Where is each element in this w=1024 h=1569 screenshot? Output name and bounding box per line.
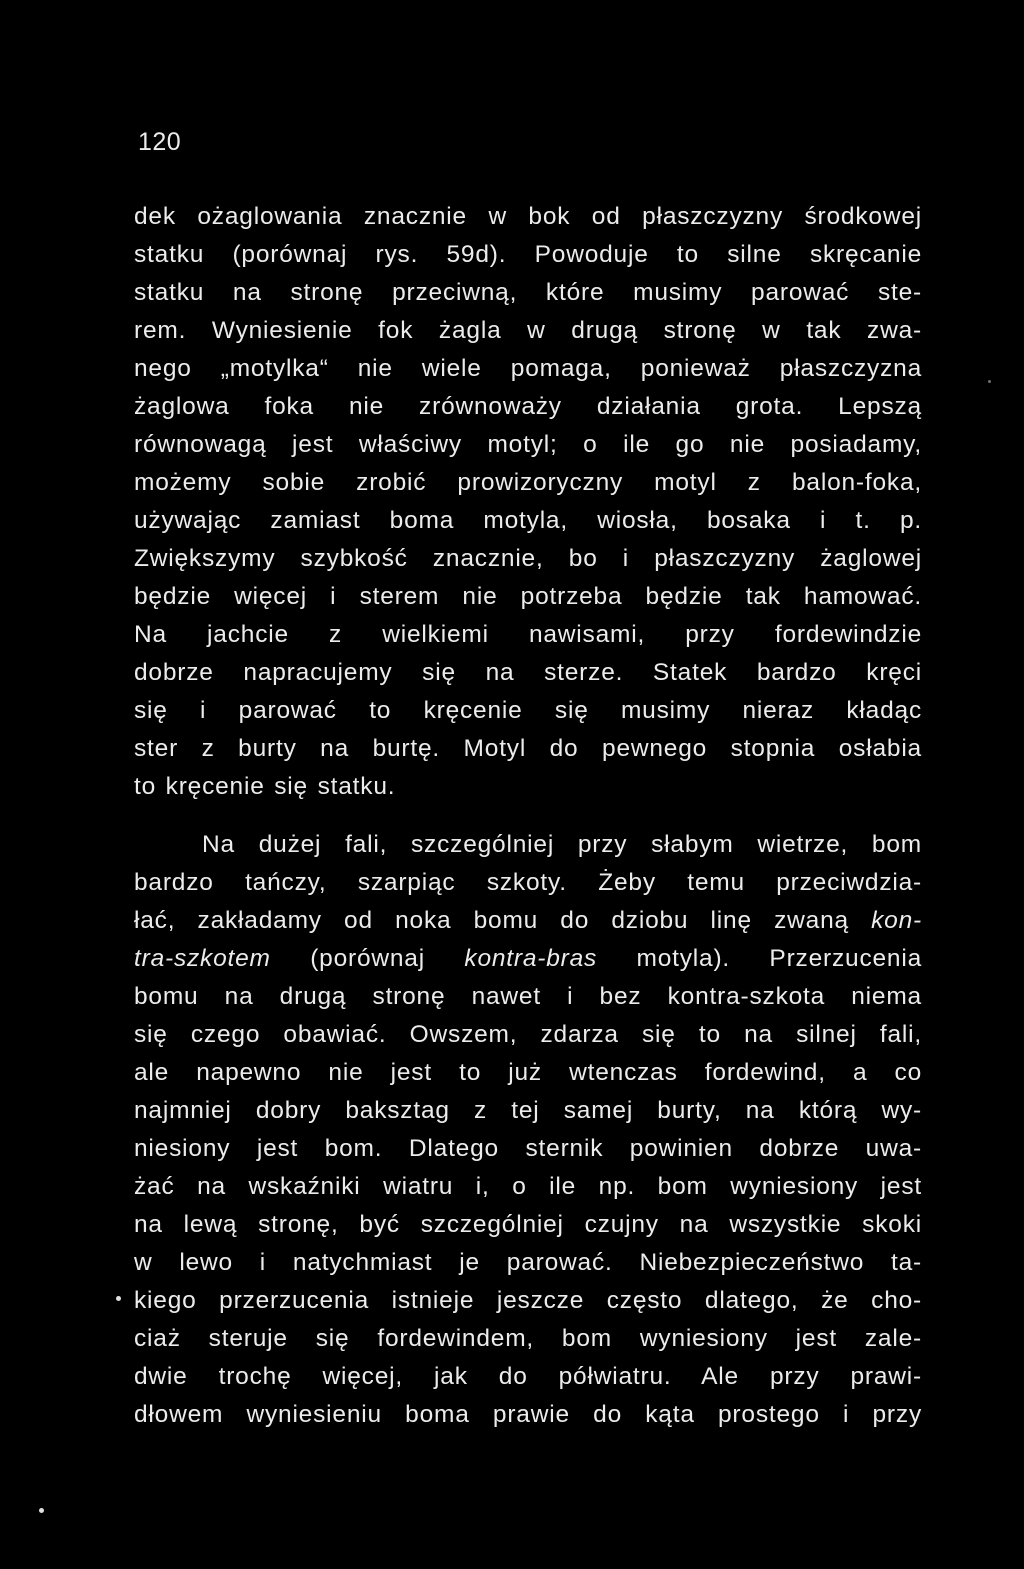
text-line: Na jachcie z wielkiemi nawisami, przy fordewindzie xyxy=(134,621,922,648)
text-line: statku (porównaj rys. 59d). Powoduje to silne skręcanie xyxy=(134,241,922,268)
text-line: możemy sobie zrobić prowizoryczny motyl z balon-foka, xyxy=(134,469,922,496)
italic-term: kontra-bras xyxy=(464,945,598,972)
italic-term: tra-szkotem xyxy=(134,945,271,972)
text-segment: łać, zakładamy od noka bomu do dziobu linę zwaną xyxy=(134,907,849,934)
text-line: używając zamiast boma motyla, wiosła, bosaka i t. p. xyxy=(134,507,922,534)
text-line: to kręcenie się statku. xyxy=(134,773,396,800)
text-line: ciaż steruje się fordewindem, bom wyniesiony jest zale- xyxy=(134,1325,922,1352)
text-line: nego „motylka“ nie wiele pomaga, ponieważ płaszczyzna xyxy=(134,355,922,382)
text-line: ster z burty na burtę. Motyl do pewnego stopnia osłabia xyxy=(134,735,922,762)
text-line: żać na wskaźniki wiatru i, o ile np. bom wyniesiony jest xyxy=(134,1173,922,1200)
text-line: najmniej dobry baksztag z tej samej burty, na którą wy- xyxy=(134,1097,922,1124)
text-line: Na dużej fali, szczególniej przy słabym wietrze, bom xyxy=(202,831,922,858)
text-line: na lewą stronę, być szczególniej czujny na wszystkie skoki xyxy=(134,1211,922,1238)
text-segment: (porównaj xyxy=(310,945,425,972)
text-line xyxy=(134,941,922,977)
text-segment: motyla). Przerzucenia xyxy=(636,945,923,972)
text-line: Zwiększymy szybkość znacznie, bo i płaszczyzny żaglowej xyxy=(134,545,922,572)
text-line: niesiony jest bom. Dlatego sternik powinien dobrze uwa- xyxy=(134,1135,922,1162)
text-line: będzie więcej i sterem nie potrzeba będzie tak hamować. xyxy=(134,583,922,610)
text-line: dobrze napracujemy się na sterze. Statek bardzo kręci xyxy=(134,659,922,686)
text-line: w lewo i natychmiast je parować. Niebezpieczeństwo ta- xyxy=(134,1249,922,1276)
text-line: kiego przerzucenia istnieje jeszcze często dlatego, że cho- xyxy=(134,1287,922,1314)
text-line: dwie trochę więcej, jak do półwiatru. Ale przy prawi- xyxy=(134,1363,922,1390)
text-line: bardzo tańczy, szarpiąc szkoty. Żeby temu przeciwdzia- xyxy=(134,869,922,896)
text-line: żaglowa foka nie zrównoważy działania grota. Lepszą xyxy=(134,393,922,420)
scan-speck xyxy=(39,1508,44,1513)
text-line: bomu na drugą stronę nawet i bez kontra-szkota niema xyxy=(134,983,922,1010)
text-line: równowagą jest właściwy motyl; o ile go nie posiadamy, xyxy=(134,431,922,458)
text-line: się czego obawiać. Owszem, zdarza się to na silnej fali, xyxy=(134,1021,922,1048)
page-number: 120 xyxy=(138,128,182,156)
text-line: ale napewno nie jest to już wtenczas fordewind, a co xyxy=(134,1059,922,1086)
text-line: się i parować to kręcenie się musimy nieraz kładąc xyxy=(134,697,922,724)
text-line: rem. Wyniesienie fok żagla w drugą stronę w tak zwa- xyxy=(134,317,922,344)
scan-speck xyxy=(988,380,991,383)
scan-speck xyxy=(116,1296,121,1301)
italic-term: kon- xyxy=(871,907,922,934)
text-line: dek ożaglowania znacznie w bok od płaszczyzny środkowej xyxy=(134,203,922,230)
text-line: statku na stronę przeciwną, które musimy parować ste- xyxy=(134,279,922,306)
text-line xyxy=(134,903,922,939)
text-line: dłowem wyniesieniu boma prawie do kąta prostego i przy xyxy=(134,1401,922,1428)
